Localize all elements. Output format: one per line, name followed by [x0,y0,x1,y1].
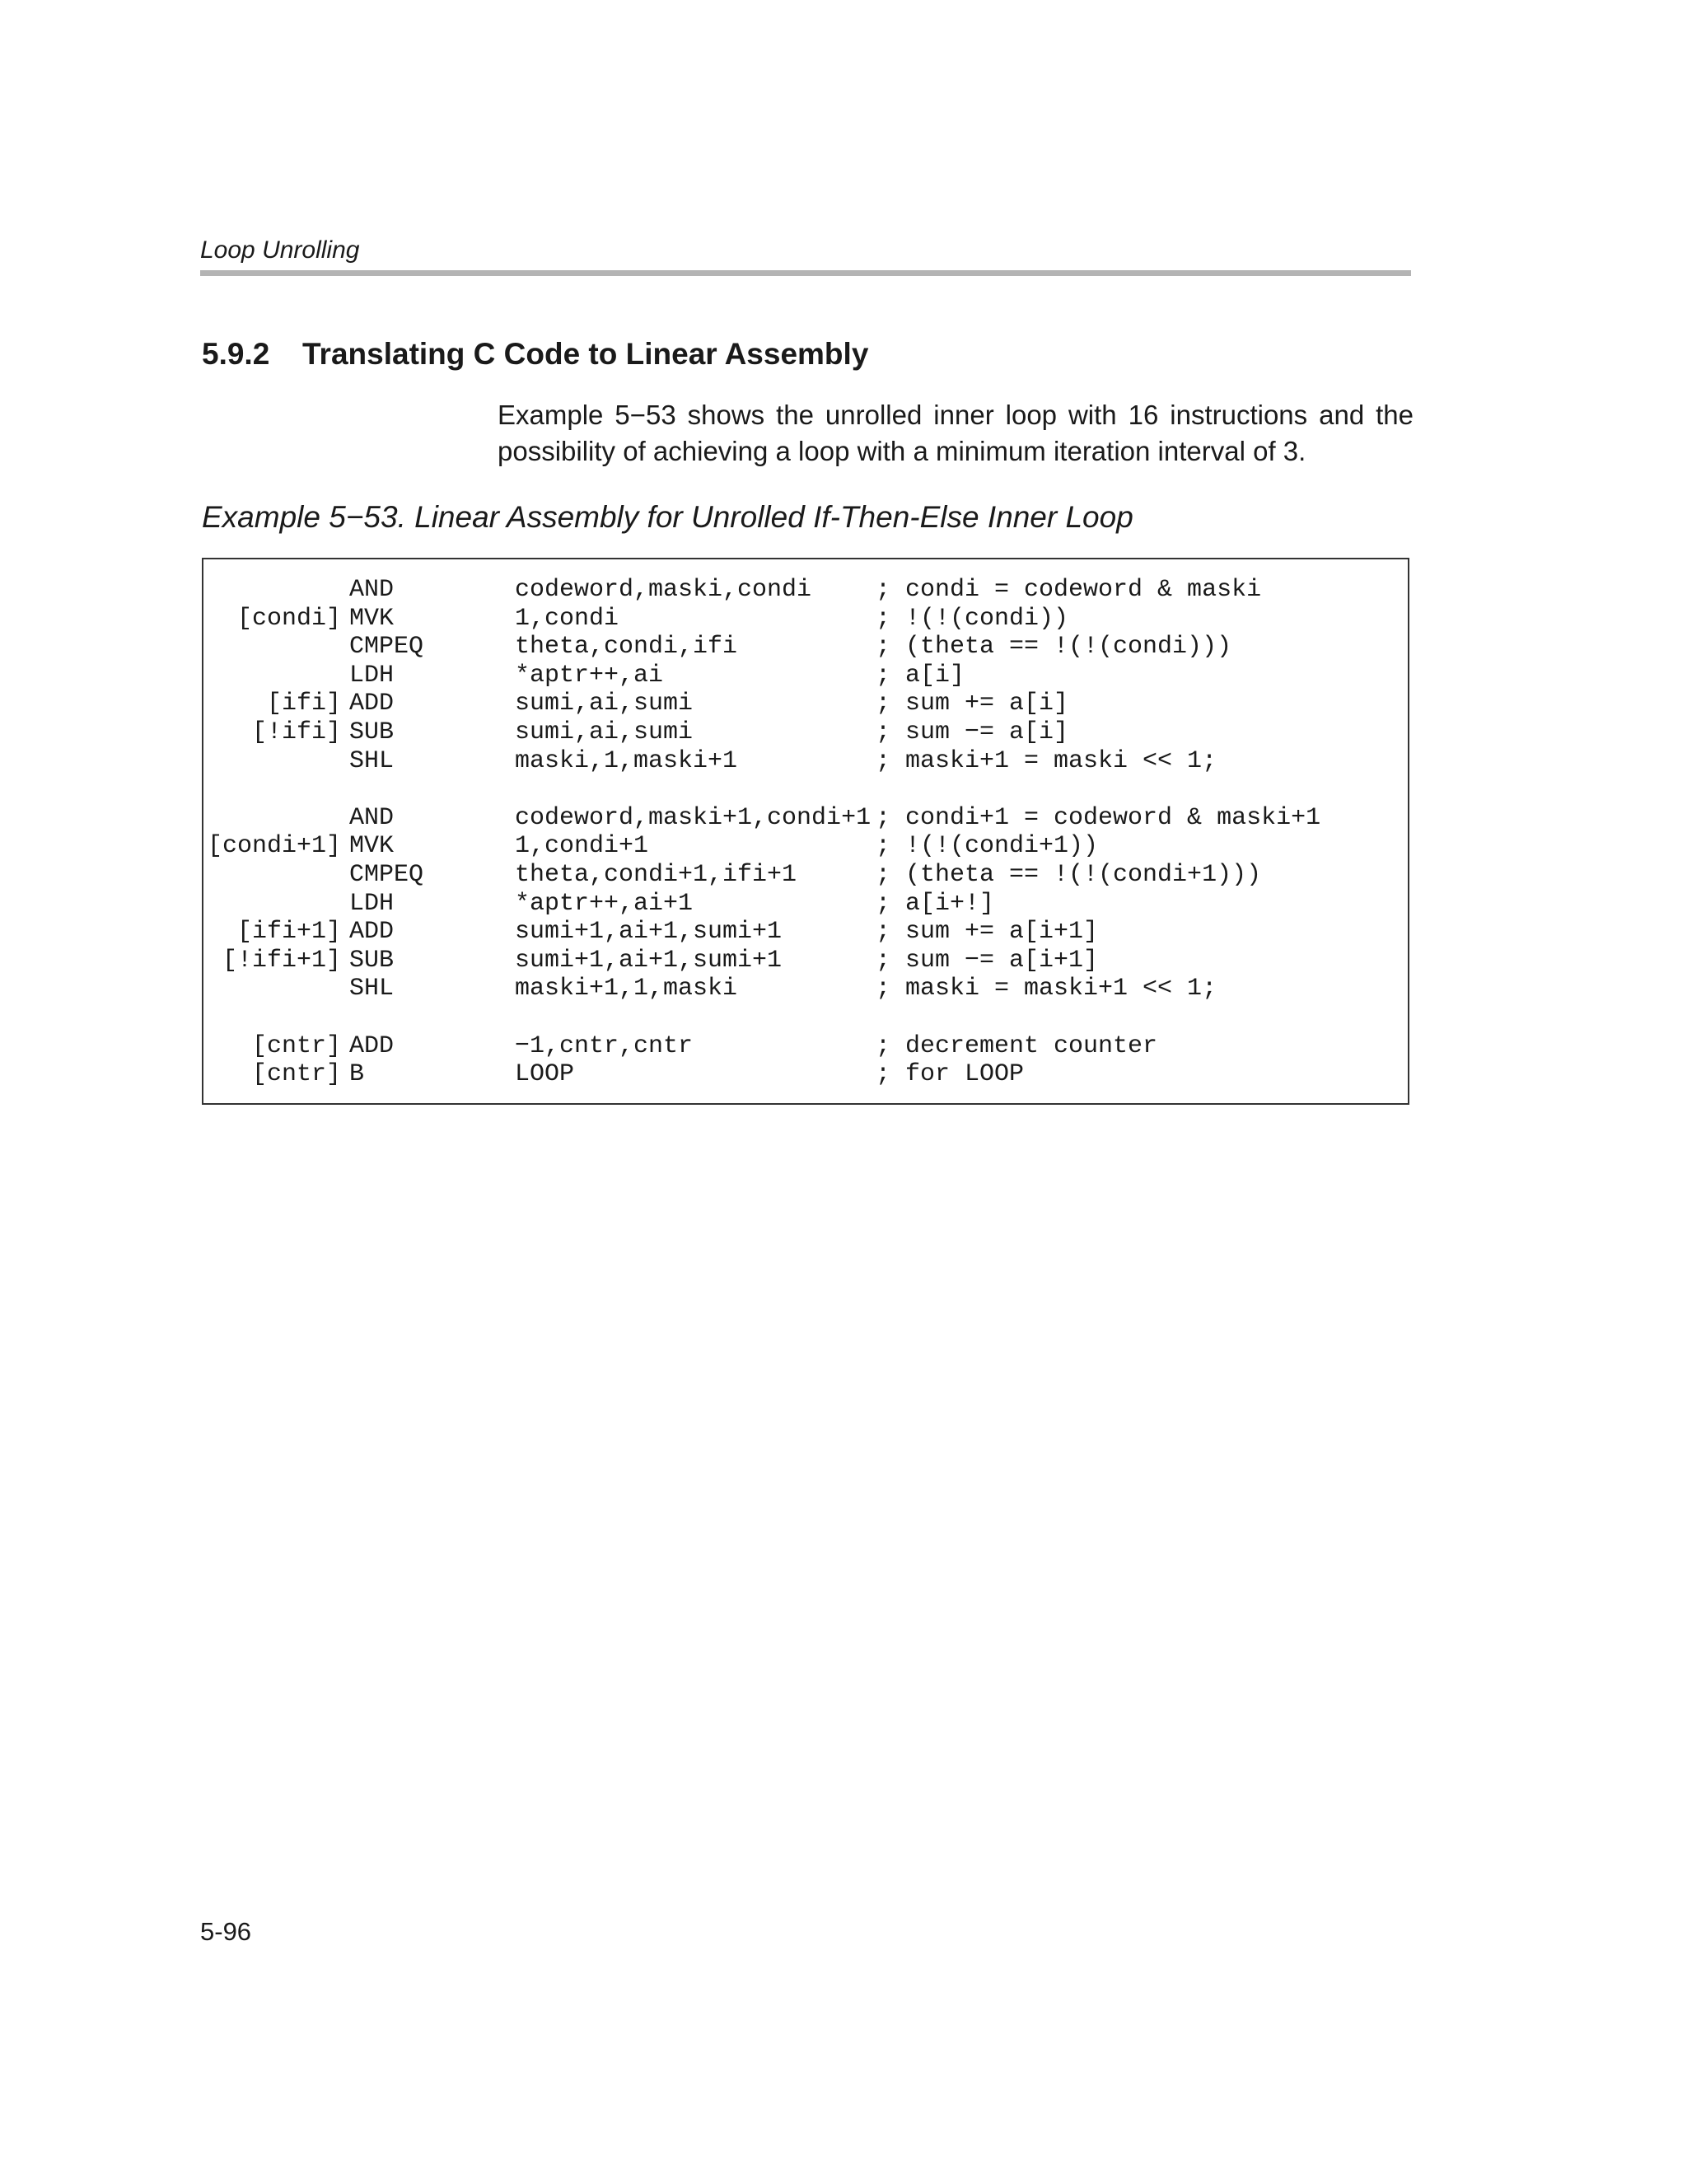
code-operands: sumi,ai,sumi [515,718,694,746]
code-comment: ; sum −= a[i+1] [876,946,1099,975]
code-comment: ; !(!(condi)) [876,604,1069,633]
code-instruction: AND [349,803,395,832]
code-operands: 1,condi+1 [515,832,649,861]
code-operands: theta,condi+1,ifi+1 [515,860,797,889]
section-heading [202,337,868,372]
code-operands: maski,1,maski+1 [515,746,738,775]
code-condition: [condi] [236,604,341,633]
code-operands: sumi+1,ai+1,sumi+1 [515,946,783,975]
example-caption: Example 5−53. Linear Assembly for Unrolled If-Then-Else Inner Loop [202,500,1133,534]
code-instruction: SHL [349,746,395,775]
code-instruction: SUB [349,946,395,975]
code-operands: *aptr++,ai [515,661,664,690]
code-instruction: ADD [349,690,395,718]
code-listing-box [202,558,1409,1105]
code-operands: −1,cntr,cntr [515,1031,694,1060]
code-instruction: AND [349,576,395,604]
code-condition: [cntr] [251,1031,341,1060]
code-comment: ; sum −= a[i] [876,718,1069,746]
running-head: Loop Unrolling [200,236,360,264]
code-condition: [!ifi] [251,718,341,746]
code-operands: 1,condi [515,604,619,633]
code-instruction: MVK [349,832,395,861]
code-comment: ; (theta == !(!(condi))) [876,633,1232,662]
code-operands: LOOP [515,1060,575,1089]
code-instruction: SHL [349,975,395,1003]
code-comment: ; (theta == !(!(condi+1))) [876,860,1262,889]
section-number: 5.9.2 [202,337,270,371]
code-condition: [ifi+1] [236,918,341,947]
body-paragraph: Example 5−53 shows the unrolled inner loop with 16 instructions and the possibility of achieving a loop with a minimum iteration interval of 3. [498,400,1414,466]
code-comment: ; a[i+!] [876,889,995,918]
code-comment: ; !(!(condi+1)) [876,832,1099,861]
code-comment: ; decrement counter [876,1031,1158,1060]
section-title: Translating C Code to Linear Assembly [302,337,869,371]
code-instruction: LDH [349,661,395,690]
code-instruction: ADD [349,918,395,947]
code-condition: [ifi] [266,690,341,718]
code-comment: ; sum += a[i+1] [876,918,1099,947]
code-condition: [condi+1] [207,832,341,861]
code-operands: sumi,ai,sumi [515,690,694,718]
code-instruction: MVK [349,604,395,633]
code-instruction: CMPEQ [349,860,424,889]
code-comment: ; for LOOP [876,1060,1025,1089]
code-instruction: LDH [349,889,395,918]
code-instruction: B [349,1060,365,1089]
code-operands: codeword,maski,condi [515,576,812,604]
header-rule [200,270,1411,276]
code-instruction: ADD [349,1031,395,1060]
code-comment: ; sum += a[i] [876,690,1069,718]
code-condition: [!ifi+1] [222,946,341,975]
code-operands: *aptr++,ai+1 [515,889,694,918]
code-comment: ; condi = codeword & maski [876,576,1262,604]
code-comment: ; maski = maski+1 << 1; [876,975,1217,1003]
code-operands: sumi+1,ai+1,sumi+1 [515,918,783,947]
code-comment: ; a[i] [876,661,965,690]
code-operands: codeword,maski+1,condi+1 [515,803,872,832]
code-operands: theta,condi,ifi [515,633,738,662]
page-number: 5-96 [200,1917,252,1946]
code-instruction: SUB [349,718,395,746]
code-comment: ; maski+1 = maski << 1; [876,746,1217,775]
code-instruction: CMPEQ [349,633,424,662]
code-operands: maski+1,1,maski [515,975,738,1003]
code-comment: ; condi+1 = codeword & maski+1 [876,803,1321,832]
code-condition: [cntr] [251,1060,341,1089]
